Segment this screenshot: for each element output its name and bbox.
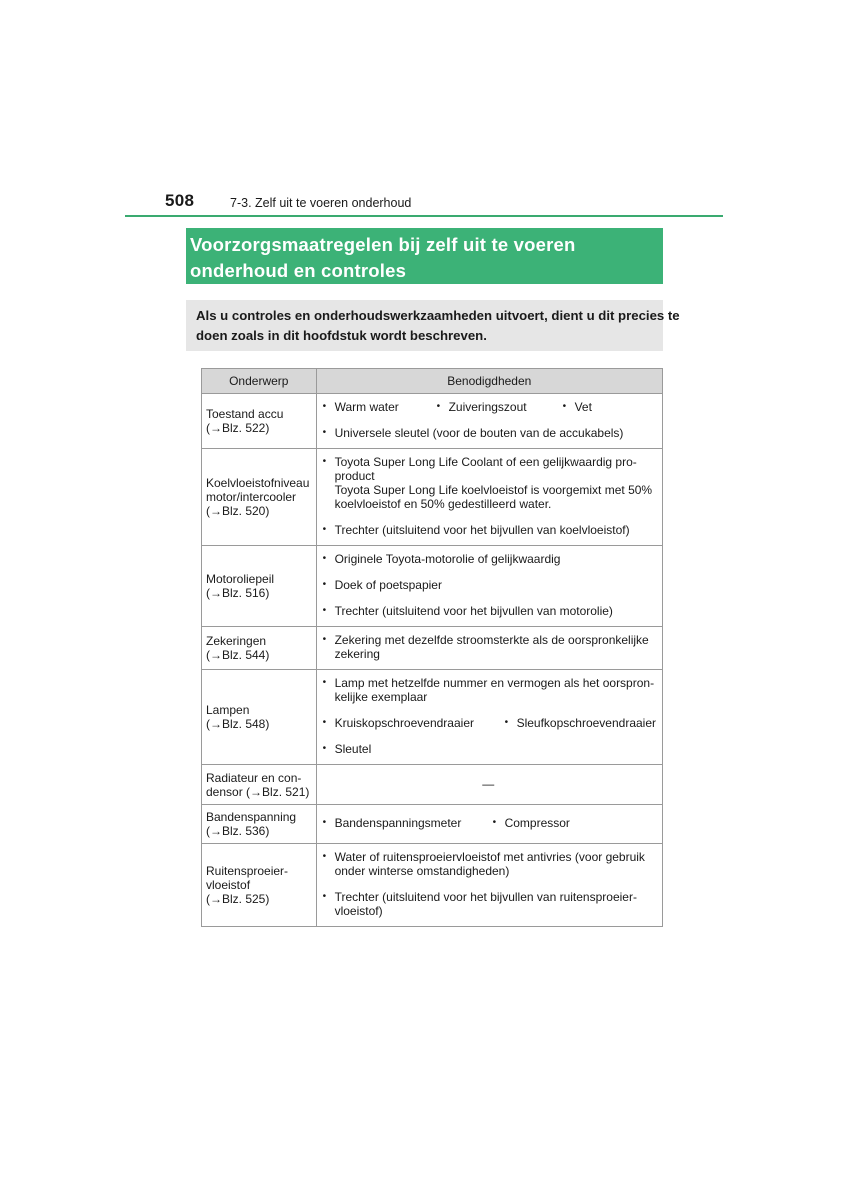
header-supplies: Benodigdheden	[316, 369, 662, 394]
table-row	[202, 449, 663, 546]
subject-line: Radiateur en con-	[206, 770, 302, 785]
inline-items	[321, 400, 656, 414]
supplies-cell	[316, 805, 662, 844]
subject-cell	[202, 805, 317, 844]
subject-cell	[202, 844, 317, 927]
list-item: • Zekering met dezelfde stroomsterkte als de oorspronkelijke zekering	[321, 633, 656, 661]
intro-line-2: doen zoals in dit hoofdstuk wordt beschreven.	[196, 328, 487, 343]
subject-line: motor/intercooler	[206, 490, 297, 504]
subject-line: densor (→Blz. 521)	[206, 784, 310, 799]
supplies-cell	[316, 394, 662, 449]
list-item: • Compressor	[491, 816, 570, 830]
subject-cell	[202, 394, 317, 449]
subject-line: (→Blz. 522)	[206, 421, 270, 435]
subject-line: Motoroliepeil	[206, 572, 275, 586]
section-title-box	[186, 228, 663, 284]
list-item: • Universele sleutel (voor de bouten van de accukabels)	[321, 426, 656, 440]
list-item: • Warm water	[321, 400, 435, 414]
list-item: • Trechter (uitsluitend voor het bijvullen van motorolie)	[321, 604, 656, 618]
subject-line: Koelvloeistofniveau	[206, 476, 310, 490]
subject-line: Zekeringen	[206, 634, 267, 648]
list-item: • Lamp met hetzelfde nummer en vermogen als het oorspron- kelijke exemplaar	[321, 676, 656, 704]
list-item: • Sleutel	[321, 742, 656, 756]
subject-cell	[202, 449, 317, 546]
subject-line: (→Blz. 548)	[206, 717, 270, 731]
subject-cell	[202, 765, 317, 805]
subject-line: Bandenspanning	[206, 810, 297, 824]
section-reference: 7-3. Zelf uit te voeren onderhoud	[230, 196, 412, 210]
supplies-cell	[316, 765, 662, 805]
inline-items	[321, 716, 656, 730]
none-dash: —	[482, 776, 495, 791]
table-row	[202, 627, 663, 670]
inline-items	[321, 816, 656, 830]
subject-line: (→Blz. 516)	[206, 586, 270, 600]
list-item: • Sleufkopschroevendraaier	[503, 716, 656, 730]
subject-cell	[202, 627, 317, 670]
table-row	[202, 394, 663, 449]
list-item: • Bandenspanningsmeter	[321, 816, 491, 830]
list-item: • Vet	[561, 400, 592, 414]
table-row	[202, 765, 663, 805]
supplies-cell	[316, 670, 662, 765]
table-header-row	[202, 369, 663, 394]
header-rule	[125, 215, 723, 217]
intro-note	[186, 300, 680, 351]
page-number: 508	[165, 191, 195, 210]
supplies-cell	[316, 627, 662, 670]
subject-line: (→Blz. 536)	[206, 824, 270, 838]
subject-line: Toestand accu	[206, 407, 284, 421]
section-title-line-2: onderhoud en controles	[190, 260, 407, 281]
subject-line: Ruitensproeier-	[206, 864, 289, 878]
subject-line: (→Blz. 525)	[206, 892, 270, 906]
header-subject: Onderwerp	[202, 369, 317, 394]
list-item: • Originele Toyota-motorolie of gelijkwaardig	[321, 552, 656, 566]
list-item: • Zuiveringszout	[435, 400, 561, 414]
list-item: • Kruiskopschroevendraaier	[321, 716, 503, 730]
supplies-cell	[316, 546, 662, 627]
required-items-table	[201, 368, 663, 927]
subject-line: Lampen	[206, 703, 250, 717]
section-title-line-1: Voorzorgsmaatregelen bij zelf uit te voeren	[190, 234, 576, 255]
table-row	[202, 805, 663, 844]
list-item: • Toyota Super Long Life Coolant of een gelijkwaardig pro- product Toyota Super Long Life koelvloeistof is voorgemixt met 50% koelvloeistof en 50% gedestilleerd water.	[321, 455, 656, 511]
list-item: • Trechter (uitsluitend voor het bijvullen van ruitensproeier- vloeistof)	[321, 890, 656, 918]
table-row	[202, 670, 663, 765]
subject-cell	[202, 546, 317, 627]
intro-line-1: Als u controles en onderhoudswerkzaamheden uitvoert, dient u dit precies te	[196, 308, 680, 323]
list-item: • Water of ruitensproeiervloeistof met antivries (voor gebruik onder winterse omstandigheden)	[321, 850, 656, 878]
supplies-cell	[316, 844, 662, 927]
subject-line: (→Blz. 520)	[206, 504, 270, 518]
table-row	[202, 546, 663, 627]
subject-line: (→Blz. 544)	[206, 648, 270, 662]
subject-line: vloeistof	[206, 878, 251, 892]
table-row	[202, 844, 663, 927]
subject-cell	[202, 670, 317, 765]
supplies-cell	[316, 449, 662, 546]
list-item: • Trechter (uitsluitend voor het bijvullen van koelvloeistof)	[321, 523, 656, 537]
list-item: • Doek of poetspapier	[321, 578, 656, 592]
